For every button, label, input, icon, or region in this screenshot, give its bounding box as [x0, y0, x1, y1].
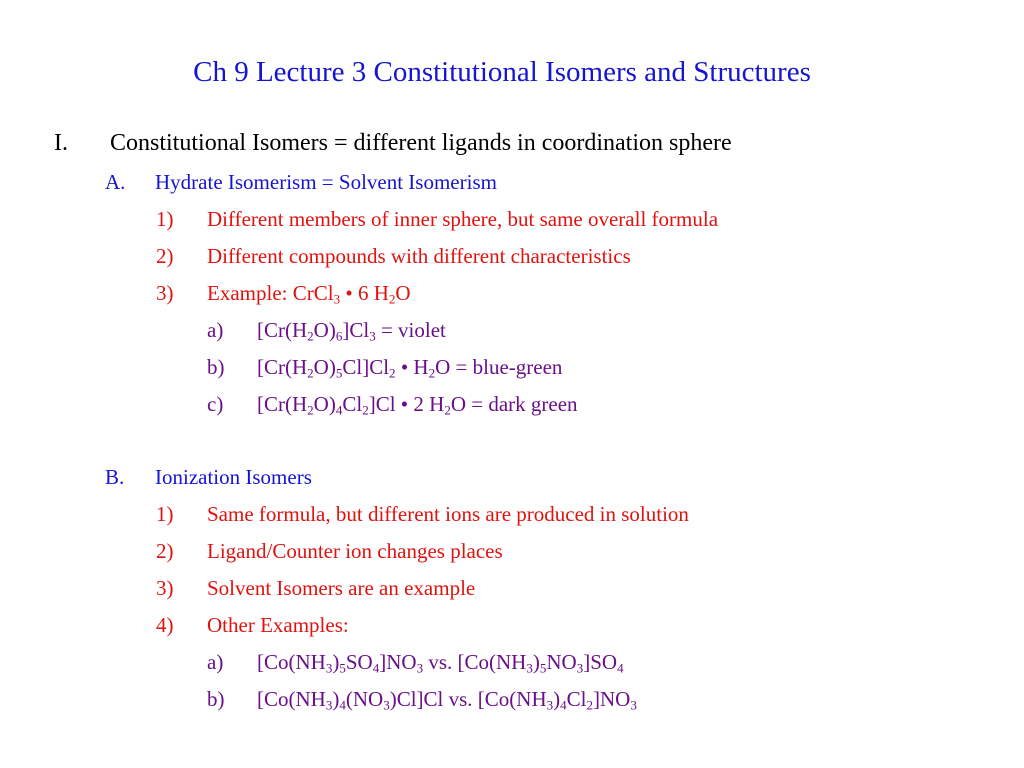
outline-text: $[Co(NH_3)_5SO_4]NO_3$ vs. $[Co(NH_3)_5NO_3]SO_4$	[257, 650, 624, 676]
outline-text: Example: CrCl$_3$ • 6 $H_2O$	[207, 281, 411, 307]
outline-marker: B.	[105, 465, 125, 489]
outline-text: $[Cr(H_2O)_4Cl_2]Cl$ • 2 $H_2O$ = dark green	[257, 392, 578, 418]
outline-text: Different compounds with different characteristics	[207, 244, 631, 268]
outline-marker: I.	[54, 130, 68, 156]
outline-text: $[Co(NH_3)_4(NO_3)Cl]Cl$ vs. $[Co(NH_3)_4Cl_2]NO_3$	[257, 687, 637, 713]
outline-text: $[Cr(H_2O)_6]Cl_3$ = violet	[257, 318, 446, 344]
outline-text: Ionization Isomers	[155, 465, 312, 489]
outline-text: Different members of inner sphere, but same overall formula	[207, 207, 719, 231]
outline-marker: 4)	[156, 613, 174, 637]
outline-marker: 3)	[156, 576, 174, 600]
outline-text: Constitutional Isomers = different ligands in coordination sphere	[110, 130, 732, 156]
outline-text: Ligand/Counter ion changes places	[207, 539, 503, 563]
slide-title: Ch 9 Lecture 3 Constitutional Isomers and Structures	[193, 56, 811, 88]
outline-text: Solvent Isomers are an example	[207, 576, 476, 600]
outline-text: Other Examples:	[207, 613, 349, 637]
outline-marker: 1)	[156, 502, 174, 526]
outline-marker: a)	[207, 318, 224, 342]
outline-marker: a)	[207, 650, 224, 674]
outline-marker: b)	[207, 687, 225, 711]
outline-marker: 3)	[156, 281, 174, 305]
outline-marker: 1)	[156, 207, 174, 231]
outline-marker: c)	[207, 392, 224, 416]
outline-marker: b)	[207, 355, 225, 379]
outline-text: Same formula, but different ions are produced in solution	[207, 502, 689, 526]
outline-text: $[Cr(H_2O)_5Cl]Cl_2$ • $H_2O$ = blue-green	[257, 355, 563, 381]
outline-marker: 2)	[156, 539, 174, 563]
outline-marker: 2)	[156, 244, 174, 268]
outline-marker: A.	[105, 170, 126, 194]
outline-text: Hydrate Isomerism = Solvent Isomerism	[155, 170, 497, 194]
